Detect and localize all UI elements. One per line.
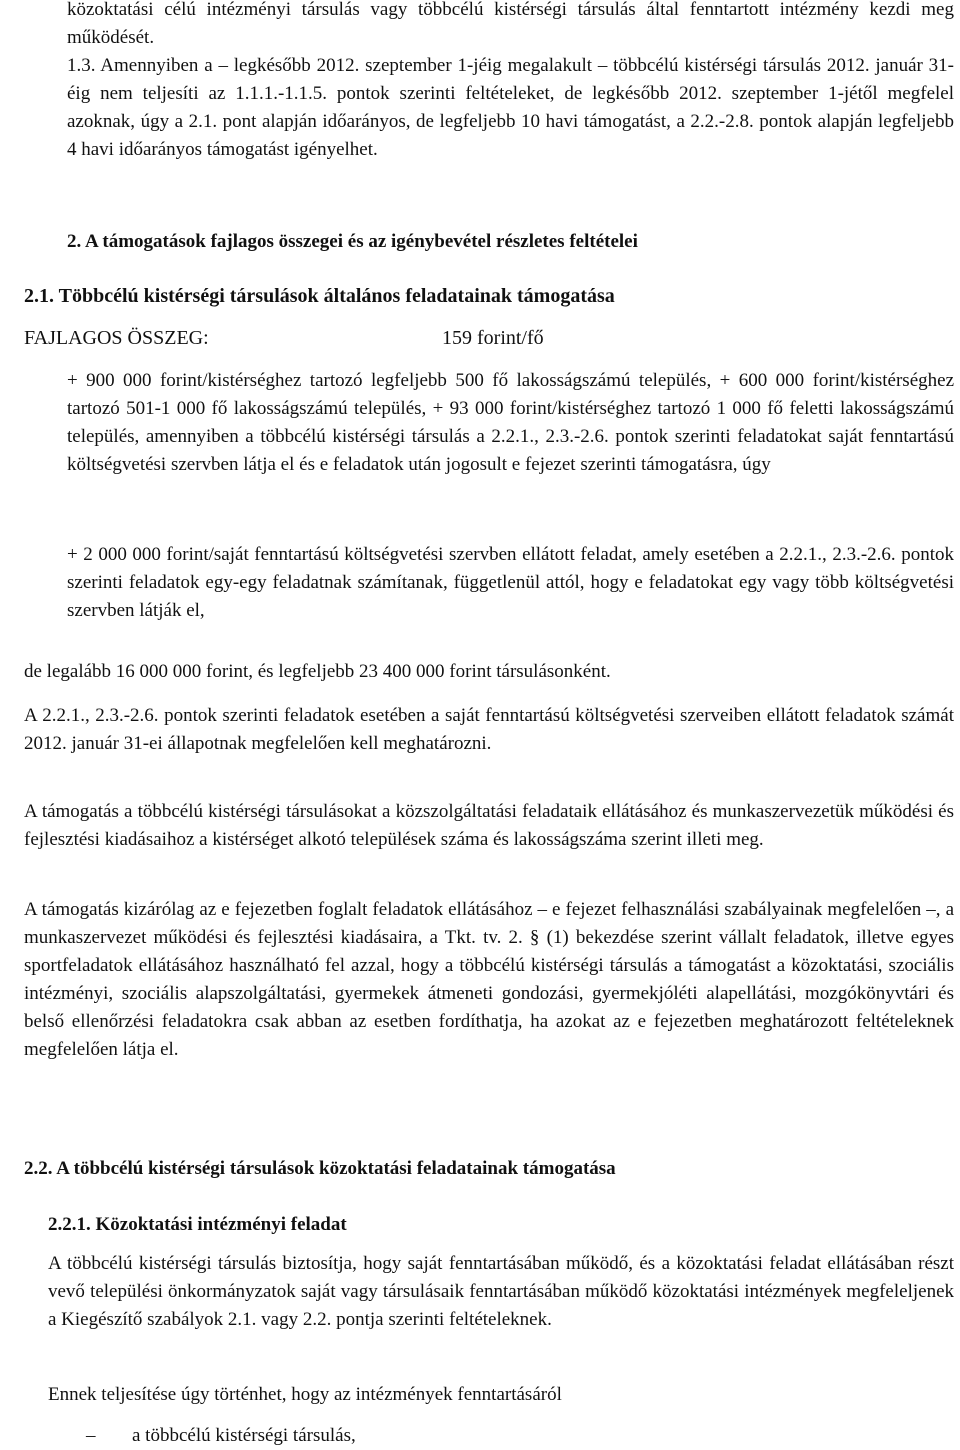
limit-line: de legalább 16 000 000 forint, és legfeljebb 23 400 000 forint társulásonként. [24, 661, 611, 682]
paragraph-2-1-b: A támogatás a többcélú kistérségi társulásokat a közszolgáltatási feladataik ellátásához és munkaszervezetük működési és fejlesztési kiadásaihoz a kistérséget alkotó települések száma és lakosságszáma szerint illeti meg. [24, 801, 954, 850]
section-2-1-heading: 2.1. Többcélú kistérségi társulások általános feladatainak támogatása [24, 285, 615, 307]
section-2-heading: 2. A támogatások fajlagos összegei és az igénybevétel részletes feltételei [67, 231, 638, 252]
list-dash: – [86, 1425, 96, 1446]
fajlagos-label: FAJLAGOS ÖSSZEG: [24, 327, 209, 349]
fajlagos-value: 159 forint/fő [442, 327, 544, 349]
plus-block-1: + 900 000 forint/kistérséghez tartozó legfeljebb 500 fő lakosságszámú település, + 600 000 forint/kistérséghez tartozó 501-1 000 fő lakosságszámú település, + 93 000 forint/kistérséghez tartozó 1 000 fő feletti lakosságszámú település, amennyiben a többcélú kistérségi társulás a 2.2.1., 2.3.-2.6. pontok szerinti feladatokat saját fenntartású költségvetési szervben látja el és e feladatok után jogosult e fejezet szerinti támogatásra, úgy [67, 370, 954, 475]
intro-line: közoktatási célú intézményi társulás vagy többcélú kistérségi társulás által fenntartott intézmény kezdi meg működését. [67, 0, 954, 48]
section-2-2-heading: 2.2. A többcélú kistérségi társulások közoktatási feladatainak támogatása [24, 1158, 616, 1179]
paragraph-2-1-a: A 2.2.1., 2.3.-2.6. pontok szerinti feladatok esetében a saját fenntartású költségvetési szerveiben ellátott feladatok számát 2012. január 31-ei állapotnak megfelelően kell meghatározni. [24, 705, 954, 754]
plus-block-2: + 2 000 000 forint/saját fenntartású költségvetési szervben ellátott feladat, amely esetében a 2.2.1., 2.3.-2.6. pontok szerinti feladatok egy-egy feladatnak számítanak, függetlenül attól, hogy e feladatokat egy vagy több költségvetési szervben látják el, [67, 544, 954, 621]
list-item-text: a többcélú kistérségi társulás, [132, 1425, 356, 1446]
paragraph-2-2-1-a: A többcélú kistérségi társulás biztosítja, hogy saját fenntartásában működő, és a közoktatási feladat ellátásában részt vevő települési önkormányzatok saját vagy társulásaik fenntartásában működő közoktatási intézmények megfeleljenek a Kiegészítő szabályok 2.1. vagy 2.2. pontja szerinti feltételeknek. [48, 1253, 954, 1330]
item-1-3: 1.3. Amennyiben a – legkésőbb 2012. szeptember 1-jéig megalakult – többcélú kistérségi társulás 2012. január 31-éig nem teljesíti az 1.1.1.-1.1.5. pontok szerinti feltételeket, de legkésőbb 2012. szeptember 1-jétől megfelel azoknak, úgy a 2.1. pont alapján időarányos, de legfeljebb 10 havi támogatást, a 2.2.-2.8. pontok alapján legfeljebb 4 havi időarányos támogatást igényelhet. [67, 55, 954, 160]
paragraph-2-2-1-b: Ennek teljesítése úgy történhet, hogy az intézmények fenntartásáról [48, 1384, 562, 1405]
fajlagos-osszeg-row [24, 324, 954, 352]
section-2-2-1-heading: 2.2.1. Közoktatási intézményi feladat [48, 1214, 347, 1235]
paragraph-2-1-c: A támogatás kizárólag az e fejezetben foglalt feladatok ellátásához – e fejezet felhasználási szabályainak megfelelően –, a munkaszervezet működési és fejlesztési kiadásaira, a Tkt. tv. 2. § (1) bekezdése szerint vállalt feladatok, illetve egyes sportfeladatok ellátásához használható fel azzal, hogy a többcélú kistérségi társulás a támogatást a közoktatási, szociális intézményi, szociális alapszolgáltatási, gyermekek átmeneti gondozási, gyermekjóléti alapellátási, mozgókönyvtári és belső ellenőrzési feladatokra csak abban az esetben fordíthatja, ha azokat az e fejezetben meghatározott feltételeknek megfelelően látja el. [24, 899, 954, 1060]
